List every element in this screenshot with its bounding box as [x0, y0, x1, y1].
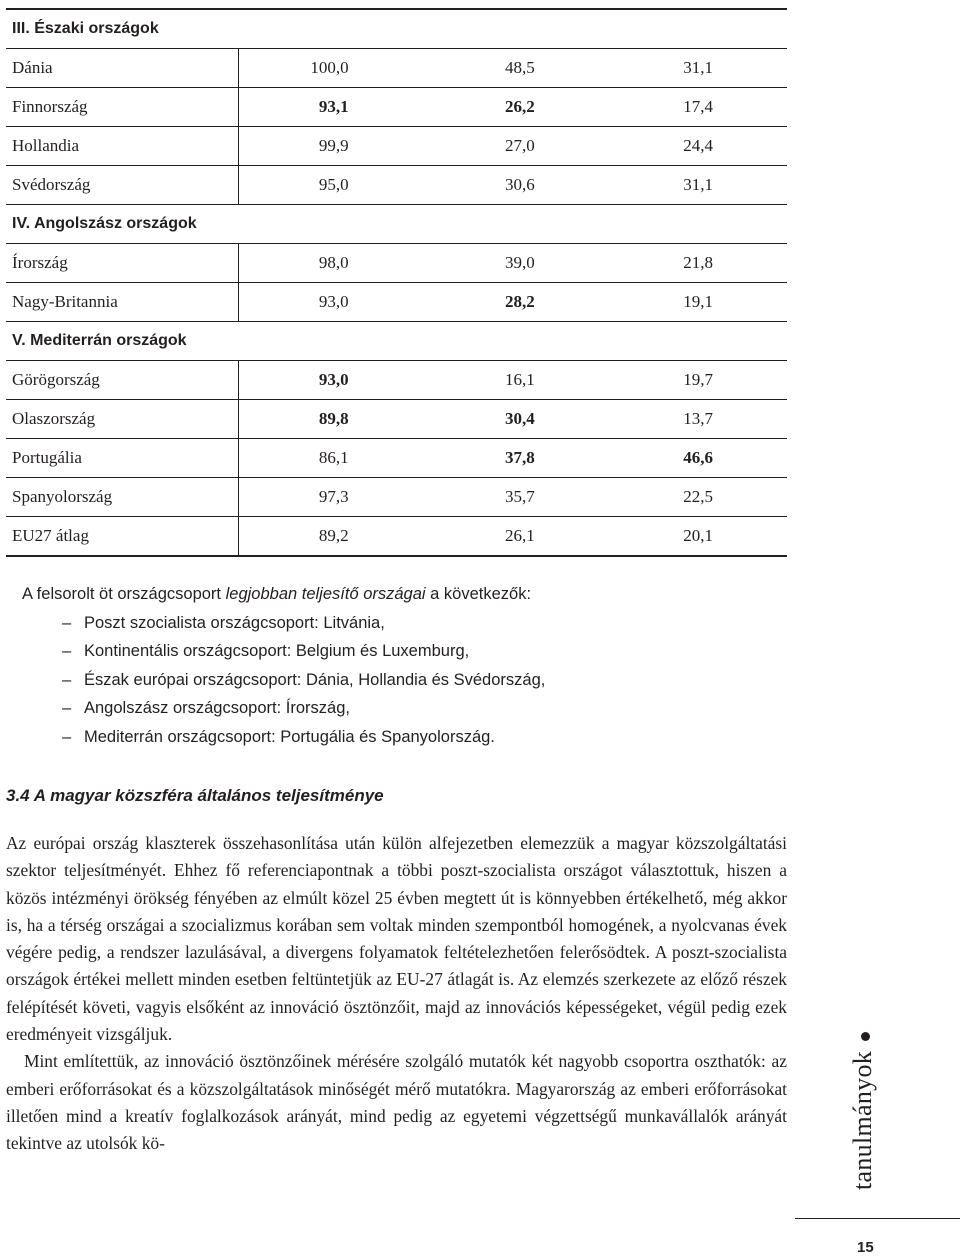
- table-row: [6, 166, 787, 205]
- table-row: [6, 244, 787, 283]
- value-cell: 98,0: [239, 244, 349, 283]
- list-item-text: Angolszász országcsoport: Írország,: [84, 699, 350, 717]
- country-cell: Dánia: [6, 49, 239, 88]
- value-cell: 48,5: [349, 49, 535, 88]
- summary-intro-tail: a következők:: [425, 585, 532, 603]
- value-cell: 93,0: [239, 361, 349, 400]
- dash-bullet: –: [62, 642, 72, 660]
- value-cell: 93,0: [239, 283, 349, 322]
- value-cell: 26,1: [349, 517, 535, 557]
- body-text: [6, 830, 787, 1158]
- country-cell: Hollandia: [6, 127, 239, 166]
- country-cell: EU27 átlag: [6, 517, 239, 557]
- value-cell: 31,1: [535, 49, 787, 88]
- value-cell: 39,0: [349, 244, 535, 283]
- table-section-row: [6, 205, 787, 244]
- list-item: [22, 694, 782, 723]
- value-cell: 13,7: [535, 400, 787, 439]
- table-row: [6, 361, 787, 400]
- side-tab-label: [848, 1032, 878, 1190]
- summary-list: [22, 609, 782, 752]
- list-item-text: Kontinentális országcsoport: Belgium és Luxemburg,: [84, 642, 470, 660]
- country-cell: Írország: [6, 244, 239, 283]
- summary-intro-emphasis: legjobban teljesítő országai: [225, 585, 426, 603]
- value-cell: 19,1: [535, 283, 787, 322]
- summary-intro: [22, 580, 782, 609]
- bullet-dot-icon: [861, 1032, 870, 1041]
- dash-bullet: –: [62, 670, 72, 689]
- value-cell: 89,2: [239, 517, 349, 557]
- dash-bullet: –: [62, 727, 72, 746]
- table-row: [6, 400, 787, 439]
- table-row: [6, 478, 787, 517]
- table-row: [6, 127, 787, 166]
- country-data-table: [6, 8, 787, 557]
- value-cell: 93,1: [239, 88, 349, 127]
- table-section-row: [6, 322, 787, 361]
- list-item-text: Poszt szocialista országcsoport: Litvánia,: [84, 613, 385, 632]
- value-cell: 97,3: [239, 478, 349, 517]
- value-cell: 30,6: [349, 166, 535, 205]
- paragraph: Az európai ország klaszterek összehasonlítása után külön alfejezetben elemezzük a magyar közszolgáltatási szektor teljesítményét. Ehhez fő referenciapontnak a többi poszt-szocialista országot választottuk, hiszen a közös intézményi örökség fényében az elmúlt közel 25 évben megtett út is könnyebben értékelhető, még akkor is, ha a térség országai a szocializmus korában sem voltak minden szempontból homogének, a nyolcvanas évek végére pedig, a rendszer lazulásával, a divergens folyamatok feltételezhetően felerősödtek. A poszt-szocialista országok értékei mellett minden esetben feltüntetjük az EU-27 átlagát is. Az elemzés szerkezete az előző részek felépítését követi, vagyis elsőként az innováció ösztönzőit, majd az innovációs képességeket, végül pedig ezek eredményeit vizsgáljuk.: [6, 833, 787, 1045]
- value-cell: 35,7: [349, 478, 535, 517]
- value-cell: 22,5: [535, 478, 787, 517]
- value-cell: 24,4: [535, 127, 787, 166]
- list-item: [22, 609, 782, 638]
- value-cell: 89,8: [239, 400, 349, 439]
- country-cell: Görögország: [6, 361, 239, 400]
- summary-block: [22, 580, 782, 751]
- footer-rule: [795, 1218, 960, 1219]
- country-cell: Svédország: [6, 166, 239, 205]
- value-cell: 21,8: [535, 244, 787, 283]
- country-cell: Spanyolország: [6, 478, 239, 517]
- value-cell: 16,1: [349, 361, 535, 400]
- paragraph: Mint említettük, az innováció ösztönzőinek mérésére szolgáló mutatók két nagyobb csoportra oszthatók: az emberi erőforrásokat és a közszolgáltatások minőségét mérő mutatókra. Magyarország az emberi erőforrásokat illetően mind a kreatív foglalkozások arányát, mind pedig az egyetemi végzettségű munkavállalók arányát tekintve az utolsók kö-: [6, 1051, 787, 1154]
- value-cell: 95,0: [239, 166, 349, 205]
- table-row: [6, 88, 787, 127]
- value-cell: 20,1: [535, 517, 787, 557]
- list-item: [22, 637, 782, 666]
- dash-bullet: –: [62, 613, 72, 632]
- value-cell: 26,2: [349, 88, 535, 127]
- table-row: [6, 49, 787, 88]
- value-cell: 27,0: [349, 127, 535, 166]
- country-cell: Olaszország: [6, 400, 239, 439]
- section-title: III. Északi országok: [6, 9, 787, 49]
- list-item: [22, 666, 782, 695]
- value-cell: 86,1: [239, 439, 349, 478]
- country-cell: Portugália: [6, 439, 239, 478]
- value-cell: 19,7: [535, 361, 787, 400]
- value-cell: 28,2: [349, 283, 535, 322]
- value-cell: 30,4: [349, 400, 535, 439]
- table-row: [6, 283, 787, 322]
- side-tab-text: tanulmányok: [848, 1050, 877, 1190]
- summary-intro-text: A felsorolt öt országcsoport: [22, 585, 226, 603]
- value-cell: 17,4: [535, 88, 787, 127]
- dash-bullet: –: [62, 699, 72, 717]
- value-cell: 37,8: [349, 439, 535, 478]
- list-item-text: Észak európai országcsoport: Dánia, Hollandia és Svédország,: [84, 670, 546, 689]
- table-row: [6, 517, 787, 557]
- list-item: [22, 723, 782, 752]
- country-cell: Finnország: [6, 88, 239, 127]
- section-title: IV. Angolszász országok: [6, 205, 787, 244]
- value-cell: 100,0: [239, 49, 349, 88]
- value-cell: 31,1: [535, 166, 787, 205]
- value-cell: 99,9: [239, 127, 349, 166]
- section-heading: 3.4 A magyar közszféra általános teljesítménye: [6, 786, 384, 805]
- table-row: [6, 439, 787, 478]
- table-section-row: [6, 9, 787, 49]
- section-title: V. Mediterrán országok: [6, 322, 787, 361]
- list-item-text: Mediterrán országcsoport: Portugália és Spanyolország.: [84, 727, 495, 746]
- country-cell: Nagy-Britannia: [6, 283, 239, 322]
- page-number: 15: [857, 1239, 874, 1256]
- value-cell: 46,6: [535, 439, 787, 478]
